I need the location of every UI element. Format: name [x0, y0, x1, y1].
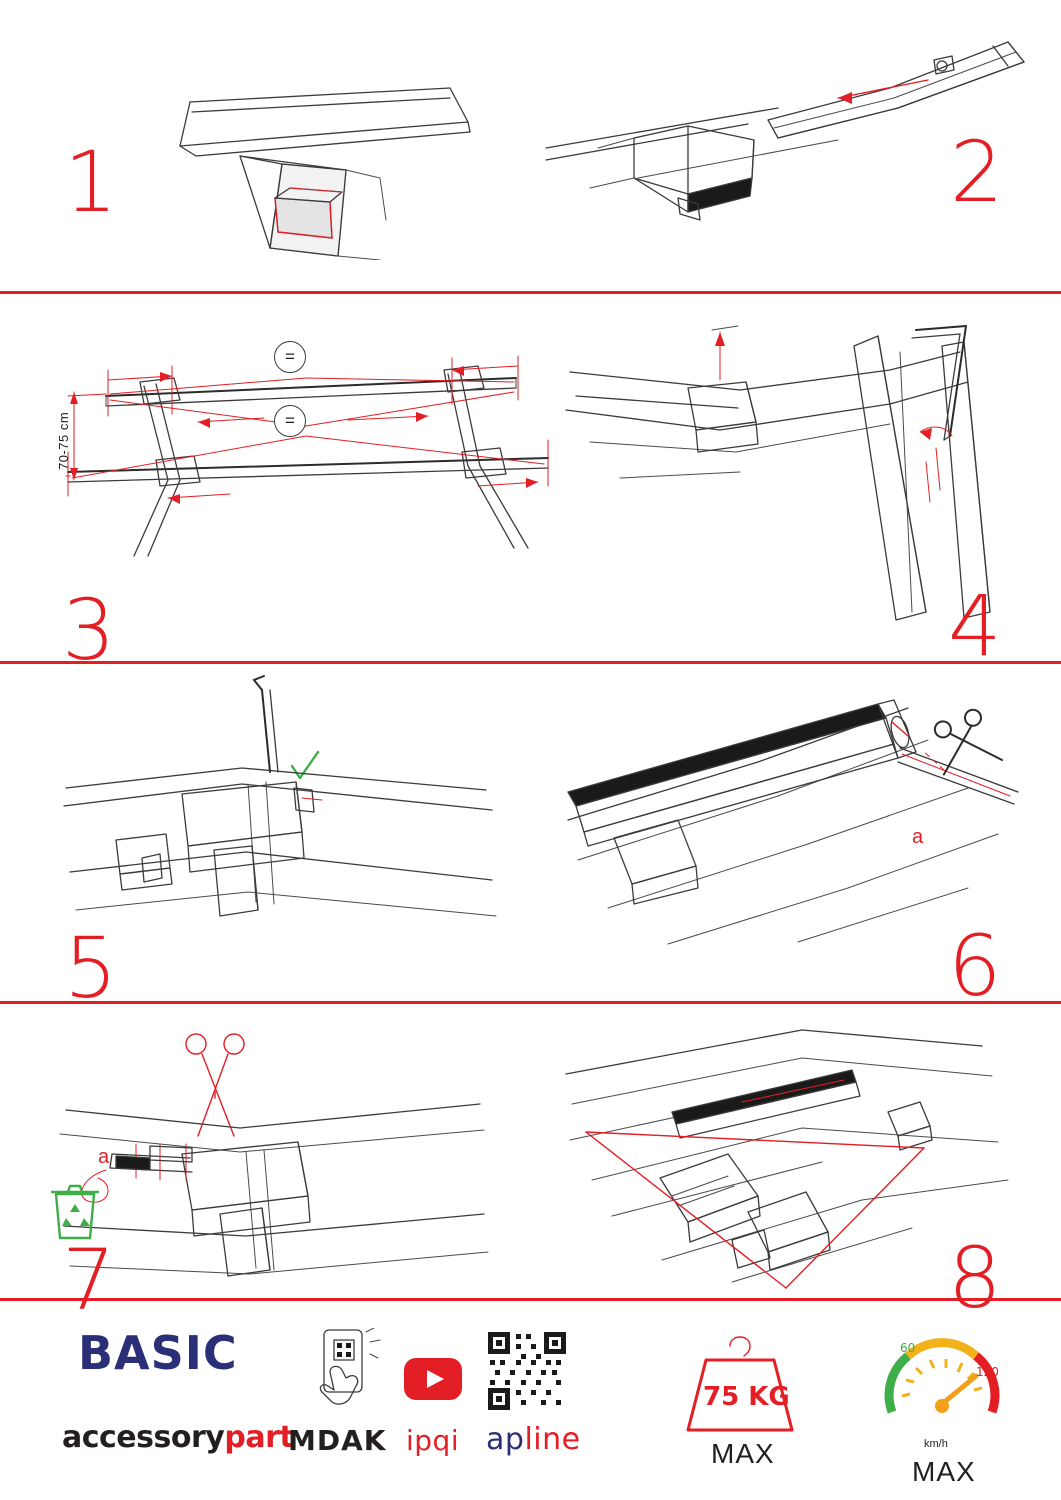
spacing-dimension-label: 70-75 cm	[56, 411, 71, 470]
equal-badge-top: =	[274, 341, 306, 373]
step-4-illustration	[560, 312, 1030, 622]
step-7-number: 7	[62, 1231, 114, 1329]
svg-text:60: 60	[900, 1341, 916, 1355]
accessorypart-suffix: part	[224, 1420, 294, 1455]
step-7-marker-a: a	[98, 1146, 110, 1168]
apline-logo	[486, 1422, 581, 1457]
step-6-number: 6	[948, 917, 1000, 1015]
divider-2	[0, 661, 1061, 664]
apline-prefix: ap	[486, 1422, 525, 1457]
step-1-illustration	[150, 60, 480, 260]
divider-1	[0, 291, 1061, 294]
divider-3	[0, 1001, 1061, 1004]
weight-icon	[676, 1326, 804, 1434]
step-6-marker-a: a	[912, 826, 924, 848]
step-1-number: 1	[64, 133, 116, 231]
equal-badge-bottom: =	[274, 405, 306, 437]
step-4-number: 4	[948, 577, 1000, 675]
mdak-logo: MDAK	[288, 1424, 387, 1457]
speed-unit-label: km/h	[924, 1438, 948, 1450]
step-8-number: 8	[948, 1229, 1000, 1327]
svg-text:120: 120	[976, 1365, 999, 1379]
step-2-number: 2	[950, 123, 1002, 221]
basic-logo: BASIC	[78, 1326, 238, 1380]
step-6-illustration	[548, 692, 1038, 952]
accessorypart-prefix: accessory	[62, 1420, 225, 1455]
max-load-value: 75 KG	[703, 1382, 790, 1412]
phone-qr-scan-icon	[312, 1328, 386, 1412]
accessorypart-logo	[62, 1420, 293, 1455]
youtube-icon[interactable]	[404, 1358, 462, 1400]
qr-code-icon[interactable]	[486, 1330, 568, 1412]
max-load-caption: MAX	[711, 1438, 775, 1469]
step-5-number: 5	[64, 919, 116, 1017]
ipqi-logo: ipqi	[406, 1424, 460, 1457]
step-3-illustration	[48, 330, 568, 590]
apline-suffix: line	[524, 1422, 581, 1457]
step-3-number: 3	[62, 581, 114, 679]
speedometer-icon	[878, 1326, 1006, 1436]
step-5-illustration	[56, 672, 506, 952]
max-speed-caption: MAX	[912, 1456, 976, 1487]
